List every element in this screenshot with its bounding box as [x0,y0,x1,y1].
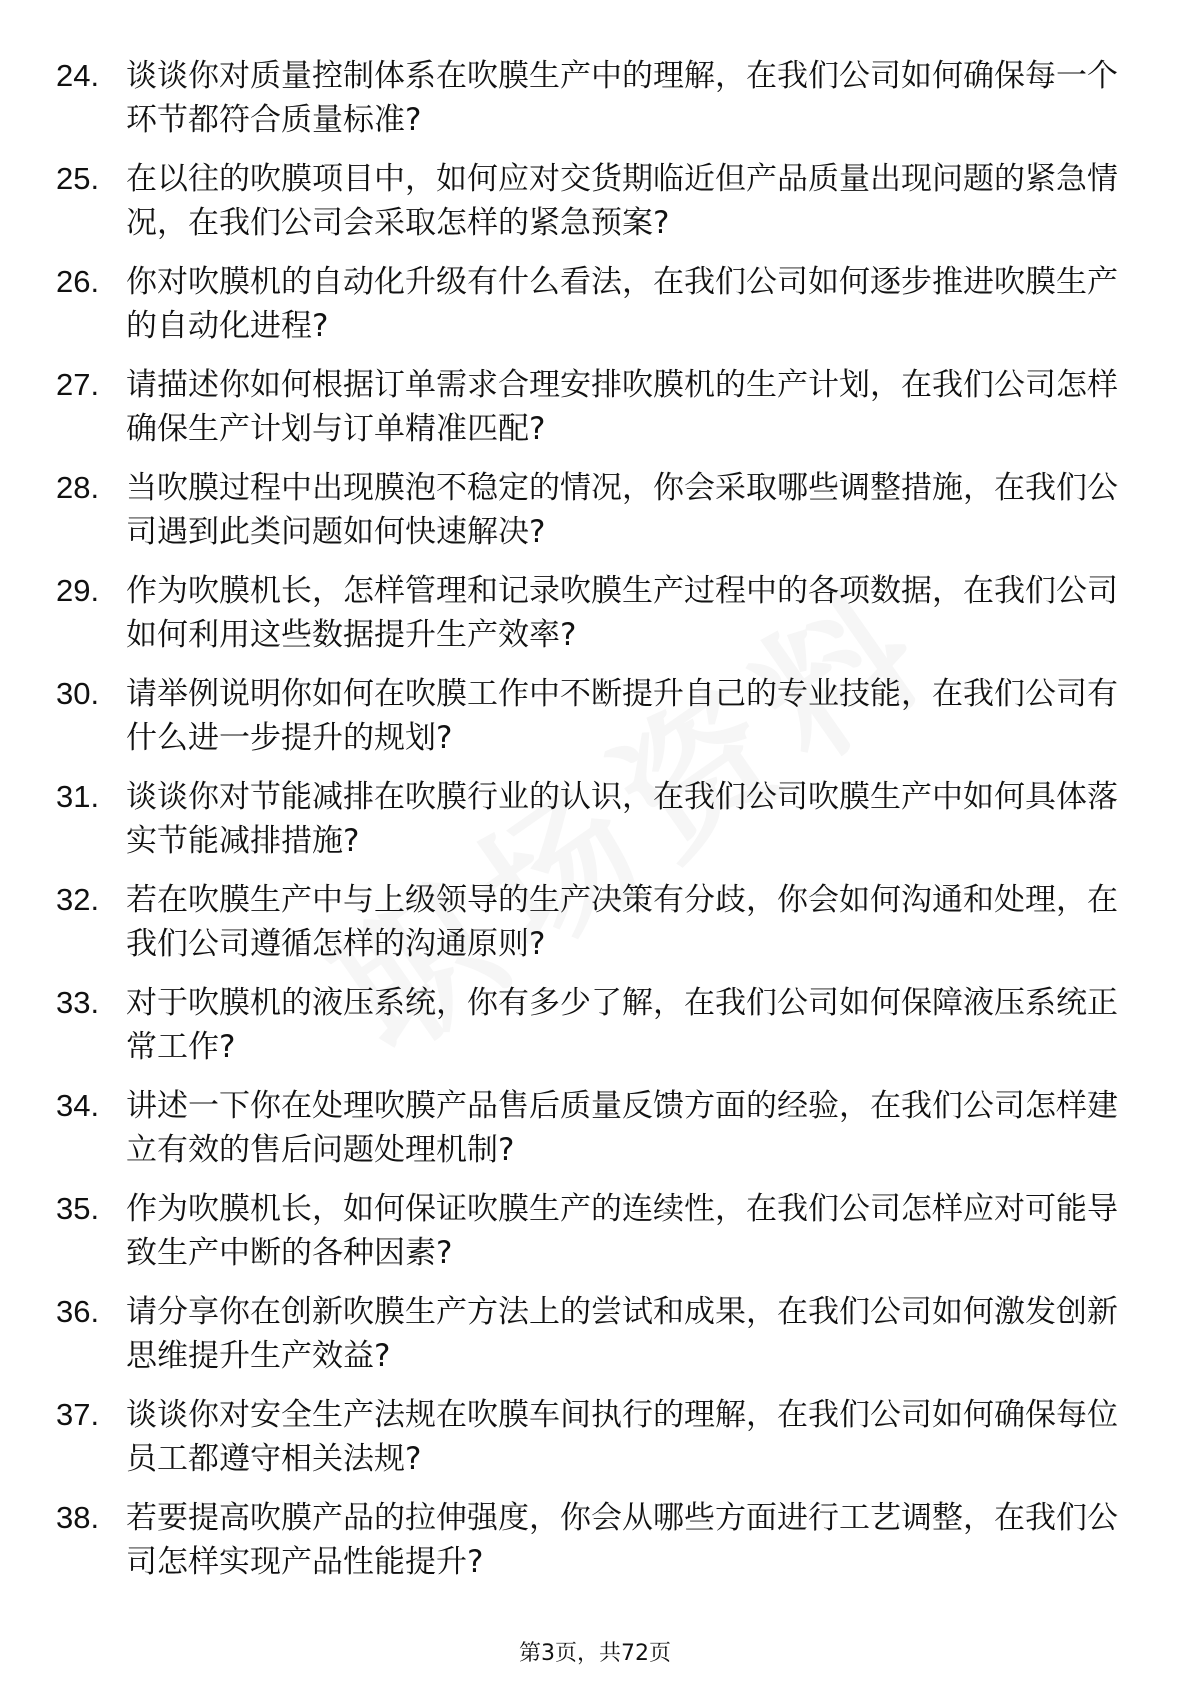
question-text: 谈谈你对节能减排在吹膜行业的认识，在我们公司吹膜生产中如何具体落实节能减排措施? [126,779,1118,859]
question-item-31 [56,775,1126,878]
page-number-footer: 第3页，共72页 [519,1641,671,1666]
question-number: 38. [56,1500,100,1535]
question-number: 33. [56,985,100,1020]
question-text: 当吹膜过程中出现膜泡不稳定的情况，你会采取哪些调整措施，在我们公司遇到此类问题如何快速解决? [126,470,1118,550]
question-text: 作为吹膜机长，怎样管理和记录吹膜生产过程中的各项数据，在我们公司如何利用这些数据提升生产效率? [126,573,1118,653]
question-item-27 [56,363,1126,466]
question-number: 24. [56,58,100,93]
question-number: 37. [56,1397,100,1432]
question-number: 29. [56,573,100,608]
question-item-37 [56,1393,1126,1496]
question-number: 35. [56,1191,100,1226]
question-text: 你对吹膜机的自动化升级有什么看法，在我们公司如何逐步推进吹膜生产的自动化进程? [126,264,1118,344]
question-text: 对于吹膜机的液压系统，你有多少了解，在我们公司如何保障液压系统正常工作? [126,985,1118,1065]
question-item-28 [56,466,1126,569]
question-item-24 [56,54,1126,157]
question-item-26 [56,260,1126,363]
question-item-36 [56,1290,1126,1393]
question-text: 作为吹膜机长，如何保证吹膜生产的连续性，在我们公司怎样应对可能导致生产中断的各种因素? [126,1191,1118,1271]
question-number: 34. [56,1088,100,1123]
question-text: 谈谈你对安全生产法规在吹膜车间执行的理解，在我们公司如何确保每位员工都遵守相关法规? [126,1397,1118,1477]
question-item-33 [56,981,1126,1084]
question-number: 27. [56,367,100,402]
question-text: 在以往的吹膜项目中，如何应对交货期临近但产品质量出现问题的紧急情况，在我们公司会采取怎样的紧急预案? [126,161,1118,241]
question-number: 26. [56,264,100,299]
question-text: 若要提高吹膜产品的拉伸强度，你会从哪些方面进行工艺调整，在我们公司怎样实现产品性能提升? [126,1500,1118,1580]
question-list [56,54,1126,1599]
question-item-32 [56,878,1126,981]
question-text: 讲述一下你在处理吹膜产品售后质量反馈方面的经验，在我们公司怎样建立有效的售后问题处理机制? [126,1088,1118,1168]
question-item-30 [56,672,1126,775]
question-number: 25. [56,161,100,196]
question-number: 31. [56,779,100,814]
question-item-34 [56,1084,1126,1187]
question-number: 36. [56,1294,100,1329]
question-text: 谈谈你对质量控制体系在吹膜生产中的理解，在我们公司如何确保每一个环节都符合质量标准? [126,58,1118,138]
question-item-29 [56,569,1126,672]
question-number: 30. [56,676,100,711]
question-text: 请举例说明你如何在吹膜工作中不断提升自己的专业技能，在我们公司有什么进一步提升的规划? [126,676,1118,756]
question-text: 若在吹膜生产中与上级领导的生产决策有分歧，你会如何沟通和处理，在我们公司遵循怎样的沟通原则? [126,882,1118,962]
question-number: 28. [56,470,100,505]
question-number: 32. [56,882,100,917]
question-item-38 [56,1496,1126,1599]
question-item-25 [56,157,1126,260]
question-text: 请分享你在创新吹膜生产方法上的尝试和成果，在我们公司如何激发创新思维提升生产效益? [126,1294,1118,1374]
question-item-35 [56,1187,1126,1290]
question-text: 请描述你如何根据订单需求合理安排吹膜机的生产计划，在我们公司怎样确保生产计划与订单精准匹配? [126,367,1118,447]
